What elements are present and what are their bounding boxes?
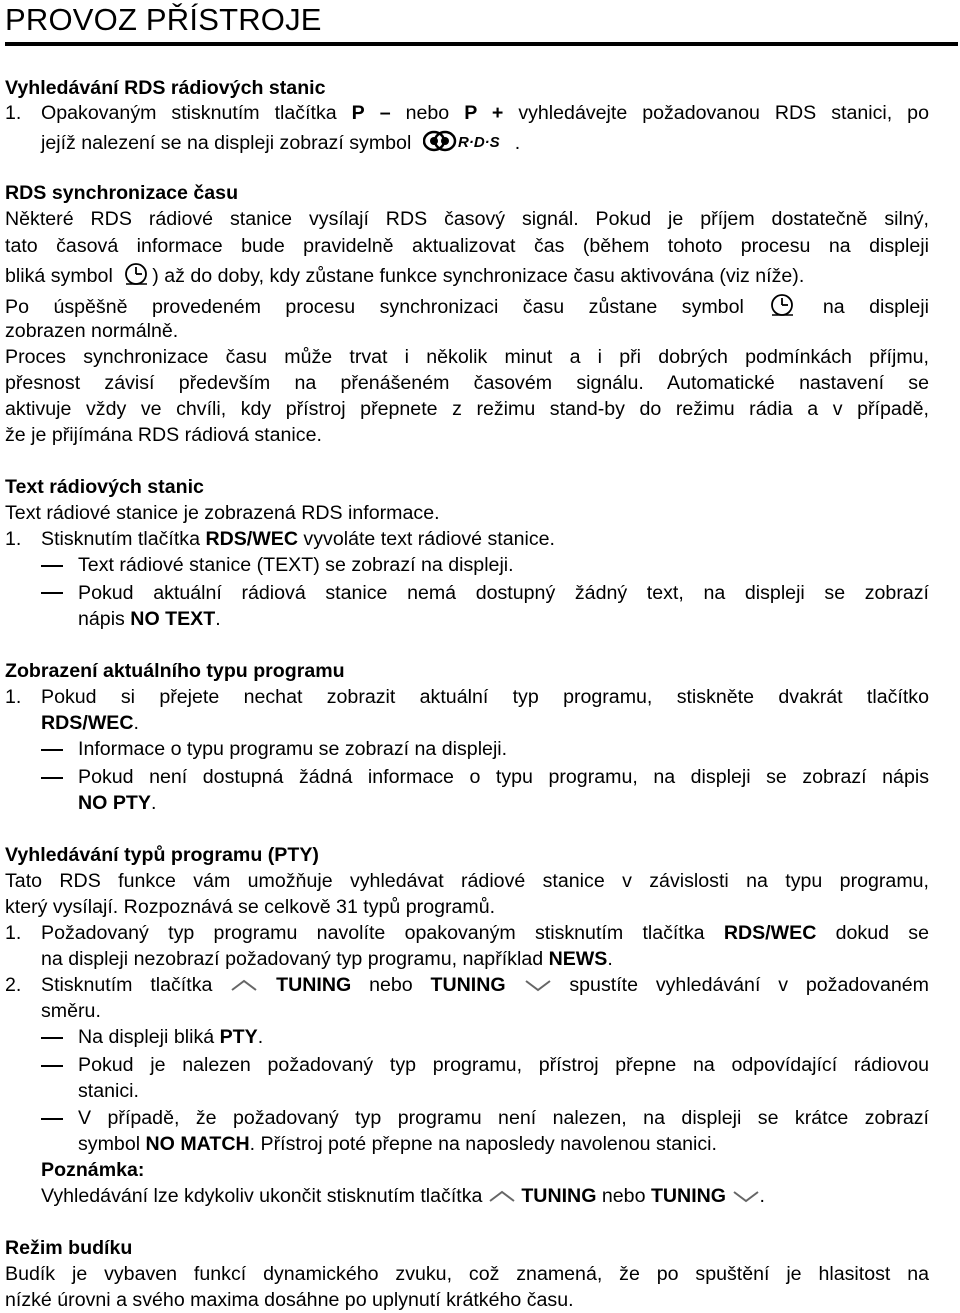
bullet-text-cont: stanici. [78,1080,139,1102]
paragraph-line: aktivuje vždy ve chvíli, kdy přístroj přepnete z režimu stand-by do režimu rádia a v případě, [5,398,929,420]
text: dokud se [835,922,930,944]
text: spustíte vyhledávání v požadovaném [569,974,929,996]
text: na displeji nezobrazí požadovaný typ programu, například [41,948,544,970]
paragraph-line: Proces synchronizace času může trvat i několik minut a i při dobrých podmínkách příjmu, [5,346,929,368]
paragraph-line: že je přijímána RDS rádiová stanice. [5,424,322,446]
button-name: TUNING [430,974,506,996]
button-name: TUNING [650,1185,727,1207]
list-item-text: Pokud si přejete nechat zobrazit aktuální typ programu, stiskněte dvakrát tlačítko [41,686,929,708]
bullet-text-cont [78,1132,717,1156]
display-message: NEWS [548,948,608,970]
bullet-text: Informace o typu programu se zobrazí na displeji. [78,738,508,760]
paragraph-line [5,262,804,292]
text: . [150,792,157,814]
text: Po úspěšně provedeném procesu synchronizaci času zůstane symbol [5,296,744,319]
bullet-text: Pokud aktuální rádiová stanice nemá dostupný žádný text, na displeji se zobrazí [78,582,929,604]
list-item-number: 1. [5,528,22,550]
list-item-text [41,101,929,125]
item-number: 1. [5,102,22,124]
button-name: TUNING [521,1185,597,1207]
list-item-number: 2. [5,974,22,996]
paragraph-line: Tato RDS funkce vám umožňuje vyhledávat rádiové stanice v závislosti na typu programu, [5,870,929,892]
svg-text:R·D·S: R·D·S [457,134,500,151]
text: . [215,608,221,630]
note-text [41,1184,765,1209]
section-heading-pty-search: Vyhledávání typů programu (PTY) [5,844,319,866]
list-item-text-cont [41,947,613,971]
button-name: – [379,102,391,124]
list-item-text [41,921,929,945]
button-name: RDS/WEC [723,922,817,944]
tuning-up-chevron-icon [488,1185,516,1209]
text: Vyhledávání lze kdykoliv ukončit stisknutím tlačítka [41,1185,483,1207]
text: . [133,712,139,734]
dash-bullet [41,749,63,751]
display-message: PTY [219,1026,258,1048]
bullet-text: V případě, že požadovaný typ programu není nalezen, na displeji se krátce zobrazí [78,1107,929,1129]
clock-icon [768,293,798,323]
title-rule [5,42,958,46]
list-item [5,101,21,125]
display-message: NO TEXT [130,608,216,630]
clock-icon [122,262,152,292]
text: . [257,1026,264,1048]
section-heading-station-text: Text rádiových stanic [5,476,204,498]
text: nápis [78,608,125,630]
dash-bullet [41,1037,63,1039]
list-item-number: 1. [5,922,22,944]
section-heading-rds-search: Vyhledávání RDS rádiových stanic [5,77,326,99]
tuning-down-chevron-icon [524,974,552,998]
bullet-text: Text rádiové stanice (TEXT) se zobrazí na displeji. [78,554,514,576]
paragraph-line: Některé RDS rádiové stanice vysílají RDS časový signál. Pokud je příjem dostatečně silný, [5,208,929,230]
button-name: TUNING [276,974,352,996]
button-name: P [351,102,365,124]
display-message: NO MATCH [145,1133,250,1155]
list-item-text [41,527,555,551]
list-item-number: 1. [5,686,22,708]
dash-bullet [41,1065,63,1067]
text: . [607,948,613,970]
paragraph-line: nízké úrovni a svého maxima dosáhne po uplynutí krátkého času. [5,1289,574,1311]
text: Opakovaným stisknutím tlačítka [41,102,337,124]
text: ) až do doby, kdy zůstane funkce synchronizace času aktivována (viz níže). [152,265,805,288]
paragraph-line: přesnost závisí především na přenášeném časovém signálu. Automatické nastavení se [5,372,929,394]
text: na displeji [822,296,929,319]
button-name: RDS/WEC [205,528,298,550]
note-heading: Poznámka: [41,1159,145,1181]
section-heading-time-sync: RDS synchronizace času [5,182,239,204]
text: nebo [405,102,450,124]
section-heading-alarm-mode: Režim budíku [5,1237,133,1259]
paragraph-line: který vysílají. Rozpoznává se celkově 31 typů programů. [5,896,496,918]
button-name: RDS/WEC [41,712,134,734]
page-title: PROVOZ PŘÍSTROJE [5,2,322,37]
bullet-text [78,1025,263,1049]
button-name: P + [464,102,504,124]
bullet-text: Pokud je nalezen požadovaný typ programu, přístroj přepne na odpovídající rádiovou [78,1054,929,1076]
bullet-text: Pokud není dostupná žádná informace o typu programu, na displeji se zobrazí nápis [78,766,929,788]
text: Požadovaný typ programu navolíte opakovaným stisknutím tlačítka [41,922,705,944]
list-item-text-cont: směru. [41,1000,101,1022]
text: . Přístroj poté přepne na naposledy navolenou stanici. [249,1133,717,1155]
list-item-text-cont [41,128,520,160]
paragraph-line: tato časová informace bude pravidelně aktualizovat čas (během tohoto procesu na displeji [5,235,929,257]
text: bliká symbol [5,265,113,288]
dash-bullet [41,565,63,567]
tuning-down-chevron-icon [732,1185,760,1209]
text: symbol [78,1133,141,1155]
text: Stisknutím tlačítka [41,974,213,996]
bullet-text-cont [78,791,156,815]
paragraph-line: zobrazen normálně. [5,320,179,342]
dash-bullet [41,777,63,779]
text: nebo [369,974,413,996]
dash-bullet [41,592,63,594]
bullet-text-cont [78,607,221,631]
paragraph-line: Budík je vybaven funkcí dynamického zvuku, což znamená, že po spuštění je hlasitost na [5,1263,929,1285]
cd-rds-logo-icon [423,128,515,160]
display-message: NO PTY [78,792,151,814]
text: Stisknutím tlačítka [41,528,200,550]
text: . [759,1185,765,1207]
text: vyvoláte text rádiové stanice. [303,528,556,550]
text: Na displeji bliká [78,1026,215,1048]
section-heading-program-type: Zobrazení aktuálního typu programu [5,660,345,682]
dash-bullet [41,1118,63,1120]
paragraph-line: Text rádiové stanice je zobrazená RDS informace. [5,502,440,524]
text: nebo [601,1185,646,1207]
text: jejíž nalezení se na displeji zobrazí symbol [41,132,412,155]
text: vyhledávejte požadovanou RDS stanici, po [518,102,929,124]
tuning-up-chevron-icon [230,974,258,998]
list-item-text-cont [41,711,139,735]
list-item-text [41,973,929,998]
text: . [514,132,521,155]
